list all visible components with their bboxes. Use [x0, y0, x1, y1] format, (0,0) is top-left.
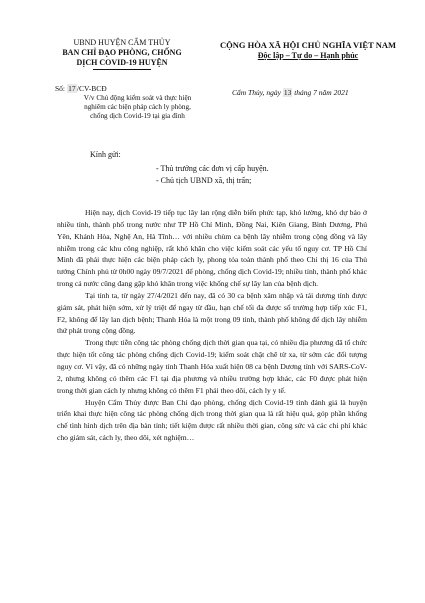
salutation: Kính gửi: [90, 150, 121, 159]
issue-date [232, 88, 349, 97]
document-subject [55, 94, 220, 121]
issuing-agency-header [37, 38, 207, 70]
document-number [55, 84, 107, 93]
document-number-suffix: /CV-BCĐ [76, 84, 107, 93]
district-committee-name: UBND HUYỆN CẨM THỦY [73, 38, 171, 47]
steering-committee-name: BAN CHỈ ĐẠO PHÒNG, CHỐNG [62, 48, 182, 57]
date-suffix: tháng 7 năm 2021 [294, 88, 349, 97]
date-day: 13 [283, 88, 292, 97]
agency-underline [93, 69, 151, 70]
body-paragraph: Tại tỉnh ta, từ ngày 27/4/2021 đến nay, đã có 30 ca bệnh xâm nhập và tái dương tính được giám sát, phát hiện sớm, xử lý triệt để ngay từ đầu, hạn chế tối đa được số trường hợp tiếp xúc F1, F2, không để lây lan dịch bệnh; Thanh Hóa là một trong 09 tỉnh, thành phố không để dịch lây nhiễm thứ phát trong cộng đồng. [57, 290, 367, 336]
recipient-line: - Chủ tịch UBND xã, thị trấn; [156, 176, 252, 185]
body-paragraph: Hiện nay, dịch Covid-19 tiếp tục lây lan rộng diễn biến phức tạp, khó lường, khó dự báo ở nhiều tỉnh, thành phố trong nước như TP Hồ Chí Minh, Đồng Nai, Kiên Giang, Bình Dương, Phú Yên, Khánh Hòa, Nghệ An, Hà Tĩnh… với nhiều chùm ca bệnh lây nhiễm trong cộng đồng và lây nhiễm trong các khu công nghiệp, rất khó khăn cho việc kiểm soát các yếu tố nguy cơ. TP Hồ Chí Minh đã phải thực hiện các biện pháp cách ly, phong tỏa toàn thành phố theo Chỉ thị 16 của Thủ tướng Chính phủ từ 0h00 ngày 09/7/2021 để phòng, chống dịch Covid-19; nhiều tỉnh, thành phố khác trong cả nước cũng đang gặp khó khăn trong việc khống chế sự lây lan của bệnh dịch. [57, 208, 367, 289]
letter-body [57, 207, 367, 444]
recipient-line: - Thủ trưởng các đơn vị cấp huyện. [156, 164, 269, 173]
body-paragraph: Trong thực tiễn công tác phòng chống dịch thời gian qua tại, có nhiều địa phương đã tổ chức thực hiện tốt công tác phòng chống dịch Covid-19; kiểm soát chặt chẽ từ xa, từ sớm các đối tượng nguy cơ. Vì vậy, đã có những ngày tỉnh Thanh Hóa xuất hiện 08 ca bệnh Dương tính với SARS-CoV-2, nhưng không có thêm các F1 tại địa phương và nhiều trường hợp khác, các F0 được phát hiện trong thời gian cách ly nhưng không có thêm F1 phải theo dõi, cách ly y tế. [57, 338, 367, 395]
national-motto: Độc lập – Tự do – Hạnh phúc [257, 51, 359, 60]
date-prefix: Cẩm Thủy, ngày [232, 88, 281, 97]
document-number-prefix: Số: [55, 84, 66, 93]
body-paragraph: Huyện Cẩm Thủy được Ban Chỉ đạo phòng, chống dịch Covid-19 tỉnh đánh giá là huyện triển khai thực hiện công tác phòng chống dịch trong thời gian qua là rất hiệu quả, góp phần khống chế tình hình dịch trên địa bàn tỉnh; tiết kiệm được rất nhiều thời gian, công sức và các chi phí khác cho giám sát, cách ly, theo dõi, xét nghiệm… [57, 397, 367, 443]
national-motto-header [208, 40, 408, 61]
country-name: CỘNG HÒA XÃ HỘI CHỦ NGHĨA VIỆT NAM [219, 40, 397, 50]
subject-line: chống dịch Covid-19 tại gia đình [90, 112, 185, 120]
document-number-value: 17 [68, 84, 76, 93]
subject-line: nghiêm các biện pháp cách ly phòng, [84, 103, 191, 111]
subject-line: V/v Chủ động kiểm soát và thực hiện [83, 94, 192, 102]
steering-committee-name-cont: DỊCH COVID-19 HUYỆN [76, 58, 168, 67]
